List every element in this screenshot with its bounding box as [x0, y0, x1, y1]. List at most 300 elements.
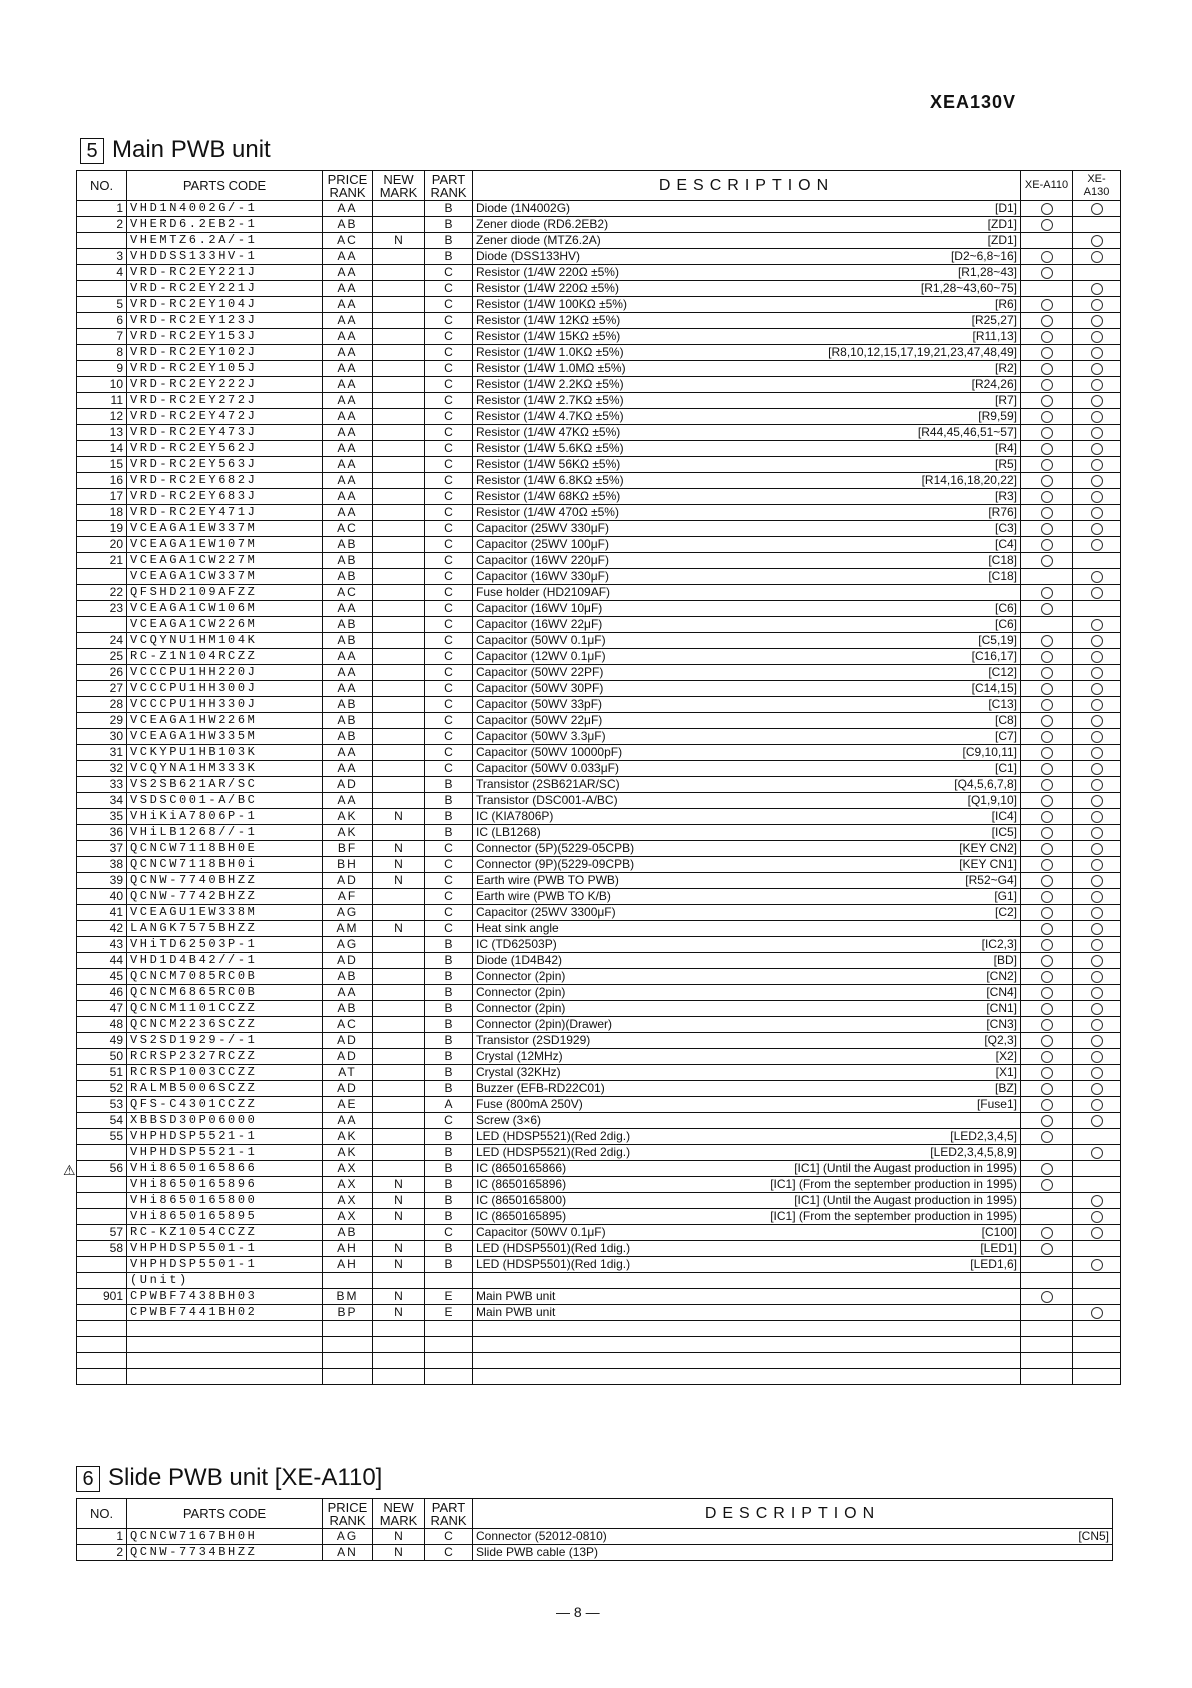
item-number: 12	[77, 409, 127, 425]
parts-code: LANGK7575BHZZ	[127, 921, 323, 937]
parts-code: VCEAGA1EW107M	[127, 537, 323, 553]
used-mark-icon	[1041, 1099, 1053, 1111]
new-mark	[373, 409, 425, 425]
empty-cell	[1073, 1353, 1121, 1369]
item-number	[77, 617, 127, 633]
reference-designator: [LED2,3,4,5,8,9]	[930, 1145, 1017, 1159]
price-rank: AA	[323, 409, 373, 425]
used-mark-icon	[1041, 555, 1053, 567]
item-number: 34	[77, 793, 127, 809]
description-text: Capacitor (50WV 0.1μF)	[476, 633, 606, 647]
reference-designator: [Q2,3]	[984, 1033, 1017, 1047]
description	[473, 1113, 1021, 1129]
xe-a130-applicability	[1073, 905, 1121, 921]
parts-code: QCNCW7118BH0i	[127, 857, 323, 873]
item-number: 16	[77, 473, 127, 489]
part-rank: C	[425, 1545, 473, 1561]
xe-a110-applicability	[1021, 825, 1073, 841]
item-number: 3	[77, 249, 127, 265]
part-rank: B	[425, 1001, 473, 1017]
parts-code: VCCCPU1HH220J	[127, 665, 323, 681]
price-rank: AX	[323, 1193, 373, 1209]
used-mark-icon	[1041, 475, 1053, 487]
new-mark: N	[373, 873, 425, 889]
parts-code: VRD-RC2EY123J	[127, 313, 323, 329]
part-rank: C	[425, 409, 473, 425]
part-rank: C	[425, 761, 473, 777]
table-header-row	[77, 1499, 1113, 1529]
item-number: 36	[77, 825, 127, 841]
used-mark-icon	[1091, 331, 1103, 343]
used-mark-icon	[1041, 299, 1053, 311]
item-number: 56	[77, 1161, 127, 1177]
new-mark	[373, 1129, 425, 1145]
reference-designator: [R1,28~43,60~75]	[920, 281, 1017, 295]
part-rank: C	[425, 377, 473, 393]
item-number: 1	[77, 201, 127, 217]
used-mark-icon	[1041, 651, 1053, 663]
table-row	[77, 201, 1121, 217]
description-text: Resistor (1/4W 1.0KΩ ±5%)	[476, 345, 624, 359]
used-mark-icon	[1041, 779, 1053, 791]
reference-designator: [C6]	[994, 617, 1017, 631]
item-number	[77, 1305, 127, 1321]
table-row	[77, 793, 1121, 809]
price-rank: AA	[323, 473, 373, 489]
parts-code: VCEAGA1EW337M	[127, 521, 323, 537]
reference-designator: [BZ]	[994, 1081, 1017, 1095]
table-row	[77, 1241, 1121, 1257]
xe-a110-applicability	[1021, 233, 1073, 249]
description-text: Resistor (1/4W 5.6KΩ ±5%)	[476, 441, 624, 455]
xe-a130-applicability	[1073, 969, 1121, 985]
used-mark-icon	[1091, 1051, 1103, 1063]
price-rank: AX	[323, 1177, 373, 1193]
used-mark-icon	[1041, 987, 1053, 999]
description-text: Fuse holder (HD2109AF)	[476, 585, 611, 599]
item-number: 27	[77, 681, 127, 697]
description	[473, 633, 1021, 649]
reference-designator: [D1]	[994, 201, 1017, 215]
empty-row	[77, 1337, 1121, 1353]
table-row	[77, 313, 1121, 329]
used-mark-icon	[1041, 331, 1053, 343]
xe-a130-applicability	[1073, 1113, 1121, 1129]
part-rank: C	[425, 617, 473, 633]
description	[473, 905, 1021, 921]
part-rank: C	[425, 681, 473, 697]
xe-a110-applicability	[1021, 1305, 1073, 1321]
used-mark-icon	[1041, 1163, 1053, 1175]
used-mark-icon	[1091, 443, 1103, 455]
xe-a130-applicability	[1073, 953, 1121, 969]
xe-a130-applicability	[1073, 249, 1121, 265]
parts-code: QFS-C4301CCZZ	[127, 1097, 323, 1113]
description	[473, 649, 1021, 665]
new-mark	[373, 1065, 425, 1081]
parts-code: VRD-RC2EY682J	[127, 473, 323, 489]
description	[473, 585, 1021, 601]
xe-a130-applicability	[1073, 409, 1121, 425]
new-mark	[373, 729, 425, 745]
description-text: Capacitor (50WV 22PF)	[476, 665, 604, 679]
part-rank: B	[425, 249, 473, 265]
description-text: Transistor (2SD1929)	[476, 1033, 591, 1047]
item-number	[77, 233, 127, 249]
table-row	[77, 1225, 1121, 1241]
description-text: Diode (1D4B42)	[476, 953, 563, 967]
description	[473, 553, 1021, 569]
used-mark-icon	[1091, 987, 1103, 999]
used-mark-icon	[1091, 1067, 1103, 1079]
reference-designator: [C9,10,11]	[962, 745, 1017, 759]
xe-a110-applicability	[1021, 1017, 1073, 1033]
xe-a130-applicability	[1073, 889, 1121, 905]
price-rank: AX	[323, 1161, 373, 1177]
new-mark	[373, 713, 425, 729]
parts-code: VRD-RC2EY221J	[127, 281, 323, 297]
item-number: 52	[77, 1081, 127, 1097]
xe-a110-applicability	[1021, 1145, 1073, 1161]
used-mark-icon	[1041, 715, 1053, 727]
new-mark	[373, 697, 425, 713]
used-mark-icon	[1091, 251, 1103, 263]
table-row	[77, 969, 1121, 985]
price-rank: AD	[323, 1049, 373, 1065]
reference-designator: [CN5]	[1078, 1529, 1109, 1543]
used-mark-icon	[1041, 891, 1053, 903]
item-number: 37	[77, 841, 127, 857]
table-row	[77, 393, 1121, 409]
price-rank: AF	[323, 889, 373, 905]
header-no: NO.	[77, 1499, 127, 1529]
parts-code: VCEAGA1HW226M	[127, 713, 323, 729]
part-rank: C	[425, 585, 473, 601]
price-rank: AB	[323, 969, 373, 985]
description-text: Resistor (1/4W 47KΩ ±5%)	[476, 425, 621, 439]
description-text: Resistor (1/4W 1.0MΩ ±5%)	[476, 361, 626, 375]
item-number: 26	[77, 665, 127, 681]
item-number: 48	[77, 1017, 127, 1033]
parts-code: RCRSP1003CCZZ	[127, 1065, 323, 1081]
used-mark-icon	[1091, 427, 1103, 439]
used-mark-icon	[1041, 1067, 1053, 1079]
price-rank: BF	[323, 841, 373, 857]
price-rank: AD	[323, 777, 373, 793]
table-row	[77, 1305, 1121, 1321]
reference-designator: [Fuse1]	[976, 1097, 1017, 1111]
description-text: Main PWB unit	[476, 1289, 556, 1303]
xe-a130-applicability	[1073, 841, 1121, 857]
xe-a110-applicability	[1021, 1081, 1073, 1097]
new-mark	[373, 681, 425, 697]
new-mark: N	[373, 1193, 425, 1209]
reference-designator: [IC4]	[991, 809, 1017, 823]
parts-code: (Unit)	[127, 1273, 323, 1289]
part-rank: B	[425, 1065, 473, 1081]
used-mark-icon	[1091, 731, 1103, 743]
used-mark-icon	[1041, 203, 1053, 215]
reference-designator: [KEY CN1]	[959, 857, 1017, 871]
new-mark	[373, 745, 425, 761]
price-rank: AK	[323, 809, 373, 825]
xe-a130-applicability	[1073, 329, 1121, 345]
parts-code: RALMB5006SCZZ	[127, 1081, 323, 1097]
item-number: 57	[77, 1225, 127, 1241]
price-rank: AG	[323, 1529, 373, 1545]
parts-code: VHi8650165895	[127, 1209, 323, 1225]
used-mark-icon	[1091, 587, 1103, 599]
empty-cell	[323, 1321, 373, 1337]
description-text: IC (KIA7806P)	[476, 809, 554, 823]
used-mark-icon	[1091, 475, 1103, 487]
parts-code: VRD-RC2EY221J	[127, 265, 323, 281]
used-mark-icon	[1041, 1179, 1053, 1191]
description	[473, 1097, 1021, 1113]
parts-code: VHiLB1268//-1	[127, 825, 323, 841]
used-mark-icon	[1041, 395, 1053, 407]
section-5-title	[80, 136, 271, 164]
empty-row	[77, 1321, 1121, 1337]
new-mark: N	[373, 921, 425, 937]
table-row	[77, 281, 1121, 297]
used-mark-icon	[1041, 939, 1053, 951]
reference-designator: [C12]	[988, 665, 1017, 679]
table-row	[77, 1209, 1121, 1225]
used-mark-icon	[1091, 395, 1103, 407]
part-rank: C	[425, 729, 473, 745]
price-rank: AA	[323, 265, 373, 281]
xe-a130-applicability	[1073, 313, 1121, 329]
used-mark-icon	[1091, 955, 1103, 967]
xe-a110-applicability	[1021, 553, 1073, 569]
description	[473, 681, 1021, 697]
reference-designator: [IC1] (From the september production in 1995)	[770, 1177, 1017, 1191]
xe-a110-applicability	[1021, 601, 1073, 617]
xe-a110-applicability	[1021, 1001, 1073, 1017]
item-number: 29	[77, 713, 127, 729]
part-rank: B	[425, 217, 473, 233]
parts-code: VCQYNA1HM333K	[127, 761, 323, 777]
price-rank: AA	[323, 505, 373, 521]
table-row	[77, 649, 1121, 665]
description	[473, 537, 1021, 553]
description	[473, 889, 1021, 905]
xe-a130-applicability	[1073, 793, 1121, 809]
part-rank: B	[425, 1129, 473, 1145]
description-text: LED (HDSP5521)(Red 2dig.)	[476, 1129, 631, 1143]
description	[473, 473, 1021, 489]
new-mark	[373, 937, 425, 953]
xe-a110-applicability	[1021, 329, 1073, 345]
part-rank: C	[425, 713, 473, 729]
reference-designator: [C7]	[994, 729, 1017, 743]
xe-a130-applicability	[1073, 921, 1121, 937]
xe-a110-applicability	[1021, 681, 1073, 697]
price-rank: AB	[323, 633, 373, 649]
parts-code: VHPHDSP5501-1	[127, 1241, 323, 1257]
used-mark-icon	[1041, 1243, 1053, 1255]
description	[473, 361, 1021, 377]
price-rank	[323, 1273, 373, 1289]
item-number: 31	[77, 745, 127, 761]
xe-a130-applicability	[1073, 1145, 1121, 1161]
parts-code: VRD-RC2EY563J	[127, 457, 323, 473]
parts-code: VRD-RC2EY473J	[127, 425, 323, 441]
reference-designator: [LED1,6]	[970, 1257, 1017, 1271]
parts-code: CPWBF7438BH03	[127, 1289, 323, 1305]
reference-designator: [X1]	[995, 1065, 1017, 1079]
parts-code: QCNW-7734BHZZ	[127, 1545, 323, 1561]
new-mark	[373, 1081, 425, 1097]
used-mark-icon	[1041, 843, 1053, 855]
item-number: 42	[77, 921, 127, 937]
reference-designator: [CN3]	[986, 1017, 1017, 1031]
description-text: Resistor (1/4W 2.7KΩ ±5%)	[476, 393, 624, 407]
empty-cell	[473, 1369, 1021, 1385]
header-parts-code: PARTS CODE	[127, 171, 323, 201]
part-rank: E	[425, 1289, 473, 1305]
xe-a110-applicability	[1021, 1097, 1073, 1113]
reference-designator: [ZD1]	[987, 217, 1017, 231]
part-rank: B	[425, 1049, 473, 1065]
xe-a130-applicability	[1073, 233, 1121, 249]
table-row	[77, 1193, 1121, 1209]
item-number	[77, 281, 127, 297]
item-number: 4	[77, 265, 127, 281]
item-number: 10	[77, 377, 127, 393]
used-mark-icon	[1091, 379, 1103, 391]
used-mark-icon	[1091, 1115, 1103, 1127]
description-text: Capacitor (50WV 30PF)	[476, 681, 604, 695]
price-rank: AA	[323, 297, 373, 313]
used-mark-icon	[1041, 411, 1053, 423]
price-rank: AA	[323, 281, 373, 297]
model-number: XEA130V	[930, 92, 1017, 112]
empty-cell	[77, 1321, 127, 1337]
item-number: 18	[77, 505, 127, 521]
new-mark	[373, 1145, 425, 1161]
used-mark-icon	[1041, 219, 1053, 231]
description	[473, 857, 1021, 873]
used-mark-icon	[1091, 1259, 1103, 1271]
parts-code: VSDSC001-A/BC	[127, 793, 323, 809]
xe-a110-applicability	[1021, 873, 1073, 889]
parts-code: VHiKiA7806P-1	[127, 809, 323, 825]
parts-code: QCNCW7118BH0E	[127, 841, 323, 857]
xe-a110-applicability	[1021, 569, 1073, 585]
description-text: Earth wire (PWB TO K/B)	[476, 889, 611, 903]
xe-a110-applicability	[1021, 265, 1073, 281]
parts-code: VHPHDSP5501-1	[127, 1257, 323, 1273]
parts-code: RC-Z1N104RCZZ	[127, 649, 323, 665]
xe-a110-applicability	[1021, 1065, 1073, 1081]
description-text: Connector (2pin)	[476, 1001, 566, 1015]
price-rank: AD	[323, 953, 373, 969]
xe-a110-applicability	[1021, 1257, 1073, 1273]
part-rank: B	[425, 937, 473, 953]
part-rank: B	[425, 1193, 473, 1209]
price-rank: AB	[323, 729, 373, 745]
part-rank: E	[425, 1305, 473, 1321]
description-text: Connector (9P)(5229-09CPB)	[476, 857, 635, 871]
used-mark-icon	[1091, 811, 1103, 823]
empty-cell	[1073, 1321, 1121, 1337]
parts-code: VHEMTZ6.2A/-1	[127, 233, 323, 249]
description	[473, 1017, 1021, 1033]
parts-code: VHD1D4B42//-1	[127, 953, 323, 969]
empty-cell	[77, 1369, 127, 1385]
new-mark	[373, 633, 425, 649]
description	[473, 617, 1021, 633]
table-row	[77, 329, 1121, 345]
price-rank: AB	[323, 569, 373, 585]
price-rank: AK	[323, 1129, 373, 1145]
price-rank: AH	[323, 1257, 373, 1273]
description	[473, 1209, 1021, 1225]
item-number: 17	[77, 489, 127, 505]
description-text: IC (LB1268)	[476, 825, 541, 839]
description-text: Capacitor (50WV 10000pF)	[476, 745, 623, 759]
table-row	[77, 585, 1121, 601]
price-rank: AK	[323, 825, 373, 841]
table-row	[77, 409, 1121, 425]
reference-designator: [R14,16,18,20,22]	[921, 473, 1017, 487]
xe-a110-applicability	[1021, 809, 1073, 825]
description-text: Main PWB unit	[476, 1305, 556, 1319]
description	[473, 761, 1021, 777]
table-row	[77, 297, 1121, 313]
xe-a130-applicability	[1073, 457, 1121, 473]
description	[473, 281, 1021, 297]
description	[473, 1225, 1021, 1241]
xe-a110-applicability	[1021, 745, 1073, 761]
part-rank: C	[425, 473, 473, 489]
xe-a130-applicability	[1073, 537, 1121, 553]
description-text: Resistor (1/4W 100KΩ ±5%)	[476, 297, 627, 311]
used-mark-icon	[1041, 795, 1053, 807]
part-rank: B	[425, 1145, 473, 1161]
used-mark-icon	[1091, 1147, 1103, 1159]
new-mark: N	[373, 841, 425, 857]
description	[473, 1001, 1021, 1017]
parts-code: VRD-RC2EY562J	[127, 441, 323, 457]
description-text: Capacitor (50WV 3.3μF)	[476, 729, 606, 743]
reference-designator: [C100]	[981, 1225, 1017, 1239]
description	[473, 697, 1021, 713]
xe-a110-applicability	[1021, 1177, 1073, 1193]
parts-code: VRD-RC2EY471J	[127, 505, 323, 521]
part-rank: B	[425, 1241, 473, 1257]
used-mark-icon	[1091, 651, 1103, 663]
part-rank: C	[425, 329, 473, 345]
parts-code: CPWBF7441BH02	[127, 1305, 323, 1321]
part-rank: B	[425, 777, 473, 793]
reference-designator: [C16,17]	[971, 649, 1017, 663]
used-mark-icon	[1091, 843, 1103, 855]
description	[473, 793, 1021, 809]
parts-code: QCNCW7167BH0H	[127, 1529, 323, 1545]
item-number: 50	[77, 1049, 127, 1065]
used-mark-icon	[1091, 907, 1103, 919]
new-mark	[373, 361, 425, 377]
description-text: Connector (2pin)	[476, 985, 566, 999]
used-mark-icon	[1041, 827, 1053, 839]
used-mark-icon	[1091, 571, 1103, 583]
item-number: 20	[77, 537, 127, 553]
description-text: Connector (2pin)(Drawer)	[476, 1017, 613, 1031]
item-number: 35	[77, 809, 127, 825]
